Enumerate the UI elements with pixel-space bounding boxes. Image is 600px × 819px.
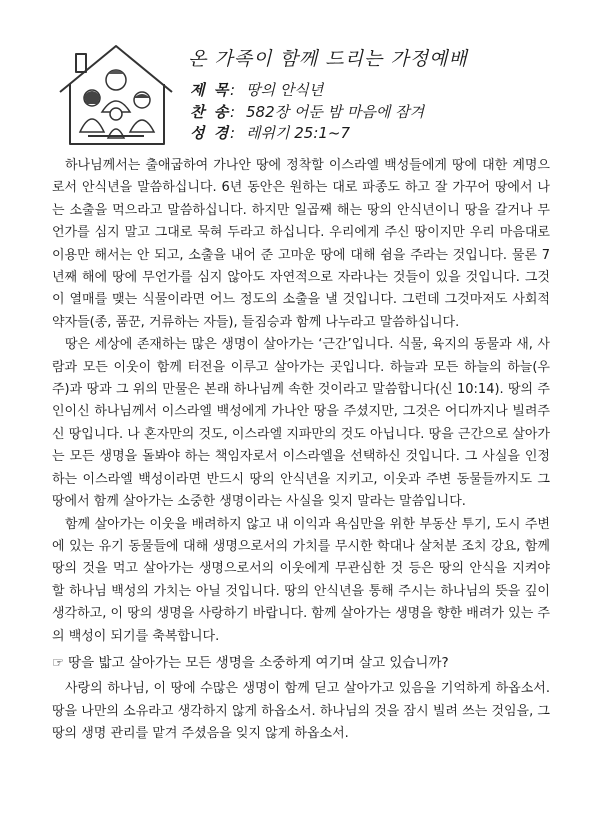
meta-key: 찬 송 [190,102,231,121]
closing-prayer: 사랑의 하나님, 이 땅에 수많은 생명이 함께 딛고 살아가고 있음을 기억하게 하옵소서. 땅을 나만의 소유라고 생각하지 않게 하옵소서. 하나님의 것을 잠시 빌려 쓰는 것임을, 그 땅의 생명 관리를 맡겨 주셨음을 잊지 않게 하옵소서. [52,681,550,742]
worship-info [190,80,424,145]
family-house-logo [52,40,180,152]
pointing-hand-icon: ☞ [52,654,65,671]
meta-key: 제 목 [190,81,231,99]
body-paragraph: 함께 살아가는 이웃을 배려하지 않고 내 이익과 욕심만을 위한 부동산 투기, 도시 주변에 있는 유기 동물들에 대해 생명으로서의 가치를 무시한 학대나 살처분 조치 강요, 함께 땅의 것을 먹고 살아가는 생명으로서의 이웃에게 무관심한 것 등은 땅의 안식을 지켜야 할 하나님 백성의 가치는 아닐 것입니다. 땅의 안식년을 통해 주시는 하나님의 뜻을 깊이 생각하고, 이 땅의 생명을 사랑하기 바랍니다. 함께 살아가는 생명을 향한 배려가 있는 주의 백성이 되기를 축복합니다. [52,516,550,644]
reflection-question [52,652,550,674]
meta-key: 성 경 [190,124,231,142]
meta-value: 레위기 25:1~7 [246,124,351,142]
meta-row-scripture: 성 경: 레위기 25:1~7 [190,123,424,145]
meta-value: 582장 어둔 밤 마음에 잠겨 [246,102,425,121]
body-paragraph: 하나님께서는 출애굽하여 가나안 땅에 정착할 이스라엘 백성들에게 땅에 대한 계명으로서 안식년을 말씀하십니다. 6년 동안은 원하는 대로 파종도 하고 잘 가꾸어 땅에서 나는 소출을 먹으라고 말씀하십니다. 하지만 일곱째 해는 땅의 안식년이니 땅을 갈거나 무언가를 심지 말고 그대로 묵혀 두라고 하십니다. 우리에게 주신 땅이지만 우리 마음대로 이용만 해서는 안 되고, 소출을 내어 준 고마운 땅에 대해 쉼을 주라는 것입니다. 물론 7년째 해에 땅에 무언가를 심지 않아도 자연적으로 자라나는 것들이 있을 것입니다. 그것이 열매를 맺는 식물이라면 어느 정도의 소출을 낼 것입니다. 그런데 그것마저도 사회적 약자들(종, 품꾼, 거류하는 자들), 들짐승과 함께 나누라고 말씀하십니다. [52,158,550,330]
meta-row-hymn: 찬 송: 582장 어둔 밤 마음에 잠겨 [190,102,424,124]
meta-value: 땅의 안식년 [246,81,324,99]
page-title: 온 가족이 함께 드리는 가정예배 [188,48,468,70]
body-paragraph: 땅은 세상에 존재하는 많은 생명이 살아가는 ‘근간’입니다. 식물, 육지의 동물과 새, 사람과 모든 이웃이 함께 터전을 이루고 살아가는 곳입니다. 하늘과 모든 하늘의 하늘(우주)과 땅과 그 위의 만물은 본래 하나님께 속한 것이라고 말씀합니다(신 10:14). 땅의 주인이신 하나님께서 이스라엘 백성에게 가나안 땅을 주셨지만, 그것은 어디까지나 빌려주신 땅입니다. 나 혼자만의 것도, 이스라엘 지파만의 것도 아닙니다. 땅을 근간으로 살아가는 모든 생명을 돌봐야 하는 책임자로서 이스라엘을 선택하신 것입니다. 그 사실을 인정하는 이스라엘 백성이라면 반드시 땅의 안식년을 지키고, 이웃과 주변 동물들까지도 그 땅에서 함께 살아가는 소중한 생명이라는 사실을 잊지 말라는 말씀입니다. [52,337,550,510]
meta-row-subject: 제 목: 땅의 안식년 [190,80,424,102]
question-text: 땅을 밟고 살아가는 모든 생명을 소중하게 여기며 살고 있습니까? [68,654,449,671]
sermon-body [52,155,550,746]
